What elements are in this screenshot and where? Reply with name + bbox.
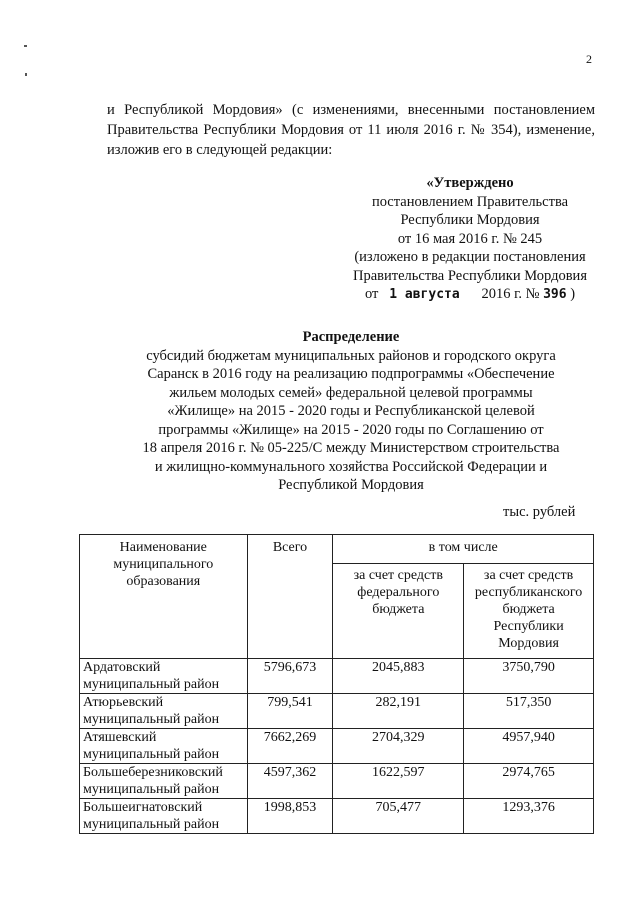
header-name: Наименование муниципального образования: [80, 535, 248, 659]
approval-line: от 16 мая 2016 г. № 245: [397, 230, 543, 247]
total-value: 5796,673: [247, 659, 333, 694]
approval-block: [335, 174, 605, 305]
approval-from: от: [364, 286, 379, 302]
approval-line: (изложено в редакции постановления: [354, 249, 586, 265]
district-name: Большеберезниковский муниципальный район: [80, 764, 248, 799]
intro-paragraph: и Республикой Мордовия» (с изменениями, внесенными постановлением Правительства Республики Мордовия от 11 июля 2016 г. № 354), изменение, изложив его в следующей редакции:: [107, 102, 595, 158]
heading-line: Республикой Мордовия: [278, 477, 424, 493]
scan-marks: [24, 45, 30, 85]
heading-line: Саранск в 2016 году на реализацию подпрограммы «Обеспечение: [147, 366, 555, 382]
table-row: [80, 659, 594, 694]
total-value: 1998,853: [247, 799, 333, 834]
approval-close: ): [570, 286, 576, 302]
district-name: Атяшевский муниципальный район: [80, 729, 248, 764]
federal-value: 1622,597: [333, 764, 464, 799]
header-total: Всего: [247, 535, 333, 659]
federal-value: 2704,329: [333, 729, 464, 764]
total-value: 4597,362: [247, 764, 333, 799]
approval-line: Республики Мордовия: [400, 212, 540, 228]
federal-value: 705,477: [333, 799, 464, 834]
approval-year: 2016 г. №: [481, 286, 540, 302]
distribution-heading: [107, 328, 595, 495]
units-label: тыс. рублей: [503, 504, 576, 520]
table-row: [80, 764, 594, 799]
federal-value: 2045,883: [333, 659, 464, 694]
heading-line: 18 апреля 2016 г. № 05-225/С между Министерством строительства: [142, 440, 560, 456]
table-row: [80, 799, 594, 834]
district-name: Атюрьевский муниципальный район: [80, 694, 248, 729]
approval-number: 396: [543, 287, 567, 302]
heading-line: субсидий бюджетам муниципальных районов и городского округа: [146, 347, 556, 364]
page-number: 2: [586, 52, 592, 66]
total-value: 799,541: [247, 694, 333, 729]
republic-value: 3750,790: [464, 659, 594, 694]
approval-line: Правительства Республики Мордовия: [353, 267, 587, 284]
republic-value: 1293,376: [464, 799, 594, 834]
heading-line: программы «Жилище» на 2015 - 2020 годы по Соглашению от: [158, 421, 544, 438]
republic-value: 517,350: [464, 694, 594, 729]
approval-date: 1 августа: [389, 287, 460, 302]
header-federal: за счет средств федерального бюджета: [333, 564, 464, 659]
table-row: [80, 729, 594, 764]
heading-line: и жилищно-коммунального хозяйства Российской Федерации и: [154, 458, 548, 475]
header-republic: за счет средств республиканского бюджета Республики Мордовия: [464, 564, 594, 659]
district-name: Ардатовский муниципальный район: [80, 659, 248, 694]
approval-line: постановлением Правительства: [371, 193, 569, 210]
header-including: в том числе: [333, 535, 594, 564]
approval-line-date: [335, 285, 605, 305]
republic-value: 2974,765: [464, 764, 594, 799]
total-value: 7662,269: [247, 729, 333, 764]
distribution-table: [79, 534, 594, 834]
heading-title: Распределение: [302, 329, 400, 345]
heading-line: «Жилище» на 2015 - 2020 годы и Республиканской целевой: [167, 403, 535, 419]
heading-line: жильем молодых семей» федеральной целевой программы: [169, 384, 533, 401]
district-name: Большеигнатовский муниципальный район: [80, 799, 248, 834]
approval-title: «Утверждено: [426, 175, 514, 191]
republic-value: 4957,940: [464, 729, 594, 764]
table-row: [80, 694, 594, 729]
federal-value: 282,191: [333, 694, 464, 729]
